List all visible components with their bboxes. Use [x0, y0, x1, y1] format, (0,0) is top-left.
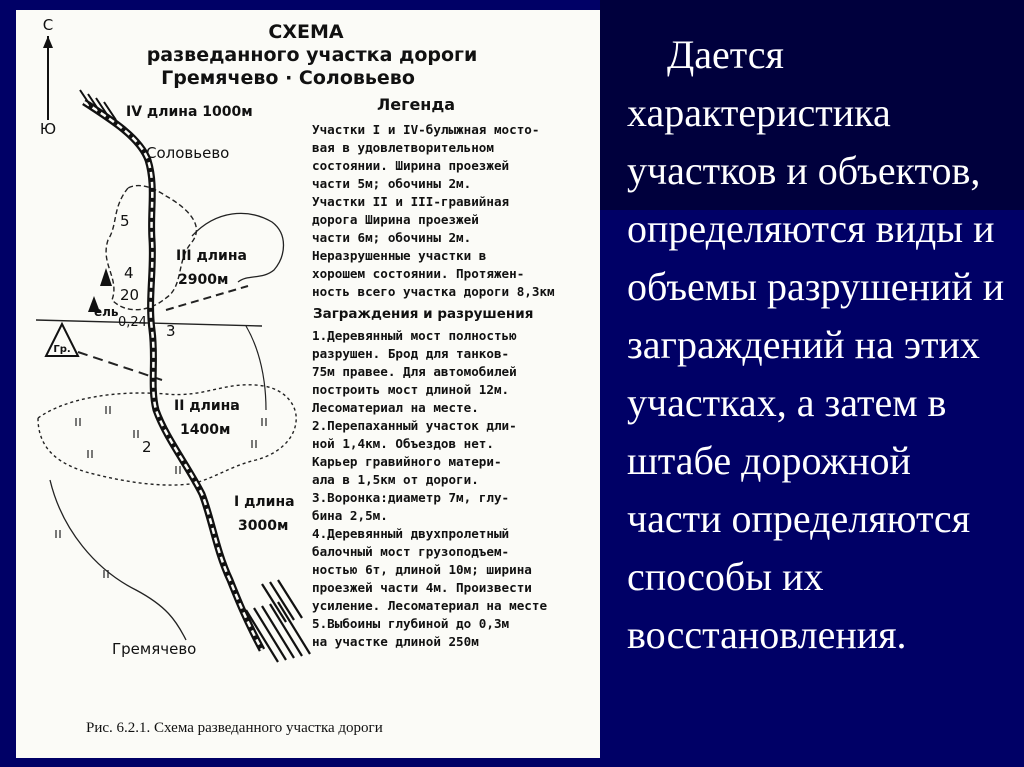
compass-south: Ю [39, 120, 57, 138]
stream-line [246, 326, 266, 410]
place-gremiachevo: Гремячево [112, 640, 197, 658]
obstacle-line: Лесоматериал на месте. [312, 400, 479, 415]
legend-line: Неразрушенные участки в [312, 248, 487, 263]
legend-line: дорога Ширина проезжей [312, 212, 479, 227]
obstacle-line: балочный мост грузоподъем- [312, 544, 510, 559]
compass-north: С [42, 16, 54, 34]
marker-5: 5 [120, 212, 130, 230]
segment-ii-length: 1400м [180, 422, 231, 438]
segment-ii-label: II длина [174, 398, 240, 414]
obstacles-title: Заграждения и разрушения [313, 306, 534, 322]
marker-4: 4 [124, 264, 134, 282]
legend-line: части 6м; обочины 2м. [312, 230, 472, 245]
obstacle-line: проезжей части 4м. Произвести [312, 580, 532, 595]
segment-i-label: I длина [234, 494, 295, 510]
obstacle-line: построить мост длиной 12м. [312, 382, 510, 397]
legend-line: части 5м; обочины 2м. [312, 176, 472, 191]
obstacle-line: на участке длиной 250м [312, 634, 479, 649]
segment-iv-label: IV длина 1000м [126, 104, 253, 120]
legend-line: вая в удовлетворительном [312, 140, 494, 155]
scheme-title: СХЕМА [268, 21, 344, 43]
track-line [78, 352, 162, 380]
place-soloviovo: Соловьево [146, 144, 230, 162]
obstacle-line: разрушен. Брод для танков- [312, 346, 510, 361]
legend-title: Легенда [376, 95, 456, 114]
figure-caption: Рис. 6.2.1. Схема разведанного участка дороги [86, 720, 383, 736]
marker-20: 20 [120, 286, 140, 304]
marker-024: 0,24 [118, 315, 147, 330]
segment-iii-label: III длина [176, 248, 247, 264]
legend-line: Участки II и III-гравийная [312, 194, 510, 209]
obstacle-line: 2.Перепаханный участок дли- [312, 418, 517, 433]
obstacle-line: 75м правее. Для автомобилей [312, 364, 517, 379]
main-road-center [84, 102, 262, 650]
legend-text [312, 122, 555, 299]
marker-2: 2 [142, 438, 152, 456]
obstacle-line: ной 1,4км. Объездов нет. [312, 436, 494, 451]
sign-label: Гр. [53, 344, 71, 355]
road-hatch-bottom [246, 580, 310, 662]
tree-icon [100, 268, 112, 286]
segment-i-length: 3000м [238, 518, 289, 534]
obstacle-line: 5.Выбоины глубиной до 0,3м [312, 616, 510, 631]
tree-label: ель [94, 305, 119, 319]
obstacle-line: усиление. Лесоматериал на месте [312, 598, 548, 613]
obstacle-line: 1.Деревянный мост полностью [312, 328, 517, 343]
legend-line: состоянии. Ширина проезжей [312, 158, 510, 173]
marker-3: 3 [166, 322, 176, 340]
obstacle-line: ностью 6т, длиной 10м; ширина [312, 562, 532, 577]
compass-arrow-icon [43, 36, 53, 120]
river-line [50, 480, 186, 640]
obstacle-line: Карьер гравийного матери- [312, 454, 502, 469]
slide-text [627, 26, 1012, 664]
road-scheme-drawing [16, 10, 600, 758]
obstacle-line: ала в 1,5км от дороги. [312, 472, 479, 487]
obstacle-line: 3.Воронка:диаметр 7м, глу- [312, 490, 510, 505]
legend-line: Участки I и IV-булыжная мосто- [312, 122, 540, 137]
slide-paragraph: Дается характеристика участков и объектов, определяются виды и объемы разрушений и заграждений на этих участках, а затем в штабе дорожной части определяются способы их восстановления. [627, 32, 1005, 657]
scheme-subtitle: разведанного участка дороги [146, 44, 478, 66]
legend-line: хорошем состоянии. Протяжен- [312, 266, 525, 281]
scheme-places: Гремячево · Соловьево [161, 67, 415, 89]
segment-iii-length: 2900м [178, 272, 229, 288]
obstacle-line: бина 2,5м. [312, 508, 388, 523]
side-road [166, 286, 248, 310]
main-road [84, 102, 262, 650]
obstacle-line: 4.Деревянный двухпролетный [312, 526, 510, 541]
road-scheme-figure [16, 10, 600, 758]
legend-line: ность всего участка дороги 8,3км [312, 284, 555, 299]
obstacles-text [312, 328, 547, 649]
